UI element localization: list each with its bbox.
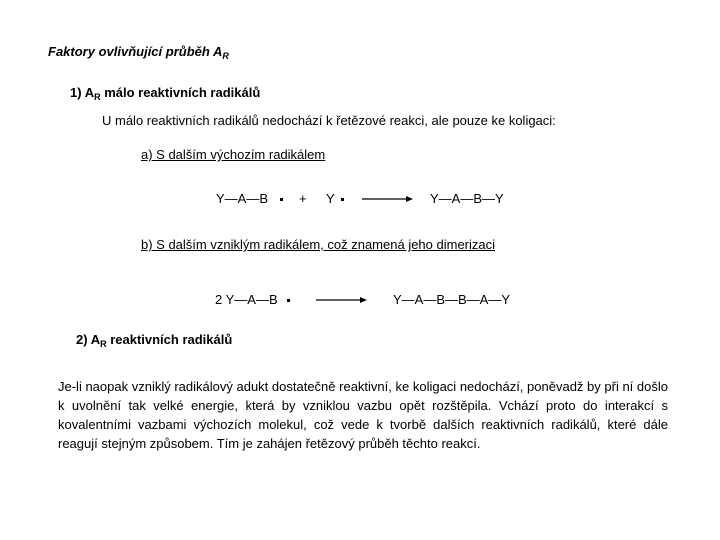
page-title-text: Faktory ovlivňující průběh A bbox=[48, 44, 223, 59]
section1-heading-subscript: R bbox=[94, 92, 101, 102]
section2-heading-prefix: 2) A bbox=[76, 332, 101, 347]
eq1-reactant1: Y—A—B bbox=[216, 191, 269, 206]
eq1-reaction-arrow bbox=[362, 196, 413, 202]
page-title-subscript: R bbox=[222, 51, 229, 61]
eq1-reactant2: Y bbox=[326, 191, 335, 206]
section2-heading-suffix: reaktivních radikálů bbox=[106, 332, 233, 347]
eq1-plus: + bbox=[299, 191, 307, 206]
section2-heading bbox=[76, 332, 232, 347]
eq2-radical-dot bbox=[287, 299, 290, 302]
case-a-label: a) S dalším výchozím radikálem bbox=[141, 147, 326, 162]
section1-paragraph: U málo reaktivních radikálů nedochází k řetězové reakci, ale pouze ke koligaci: bbox=[102, 113, 556, 128]
case-b-label: b) S dalším vzniklým radikálem, což znamená jeho dimerizaci bbox=[141, 237, 496, 252]
eq2-product: Y—A—B—B—A—Y bbox=[393, 292, 511, 307]
eq2-reaction-arrow bbox=[316, 297, 367, 303]
eq2-reactant: 2 Y—A—B bbox=[215, 292, 278, 307]
eq1-radical-dot-2 bbox=[341, 198, 344, 201]
eq1-radical-dot-1 bbox=[280, 198, 283, 201]
section2-paragraph: Je-li naopak vzniklý radikálový adukt dostatečně reaktivní, ke koligaci nedochází, poněvadž by při ní došlo k uvolnění tak velké energie, která by vzniklou vazbu opět rozštěpila. Vchází proto do interakcí s kovalentními vazbami výchozích molekul, což vede k tvorbě dalších reaktivních radikálů, které dále reagují stejným způsobem. Tím je zahájen řetězový průběh těchto reakcí. bbox=[58, 379, 668, 451]
section1-heading-prefix: 1) A bbox=[70, 85, 95, 100]
section1-heading-suffix: málo reaktivních radikálů bbox=[100, 85, 261, 100]
section2-heading-subscript: R bbox=[100, 339, 107, 349]
eq1-product: Y—A—B—Y bbox=[430, 191, 504, 206]
